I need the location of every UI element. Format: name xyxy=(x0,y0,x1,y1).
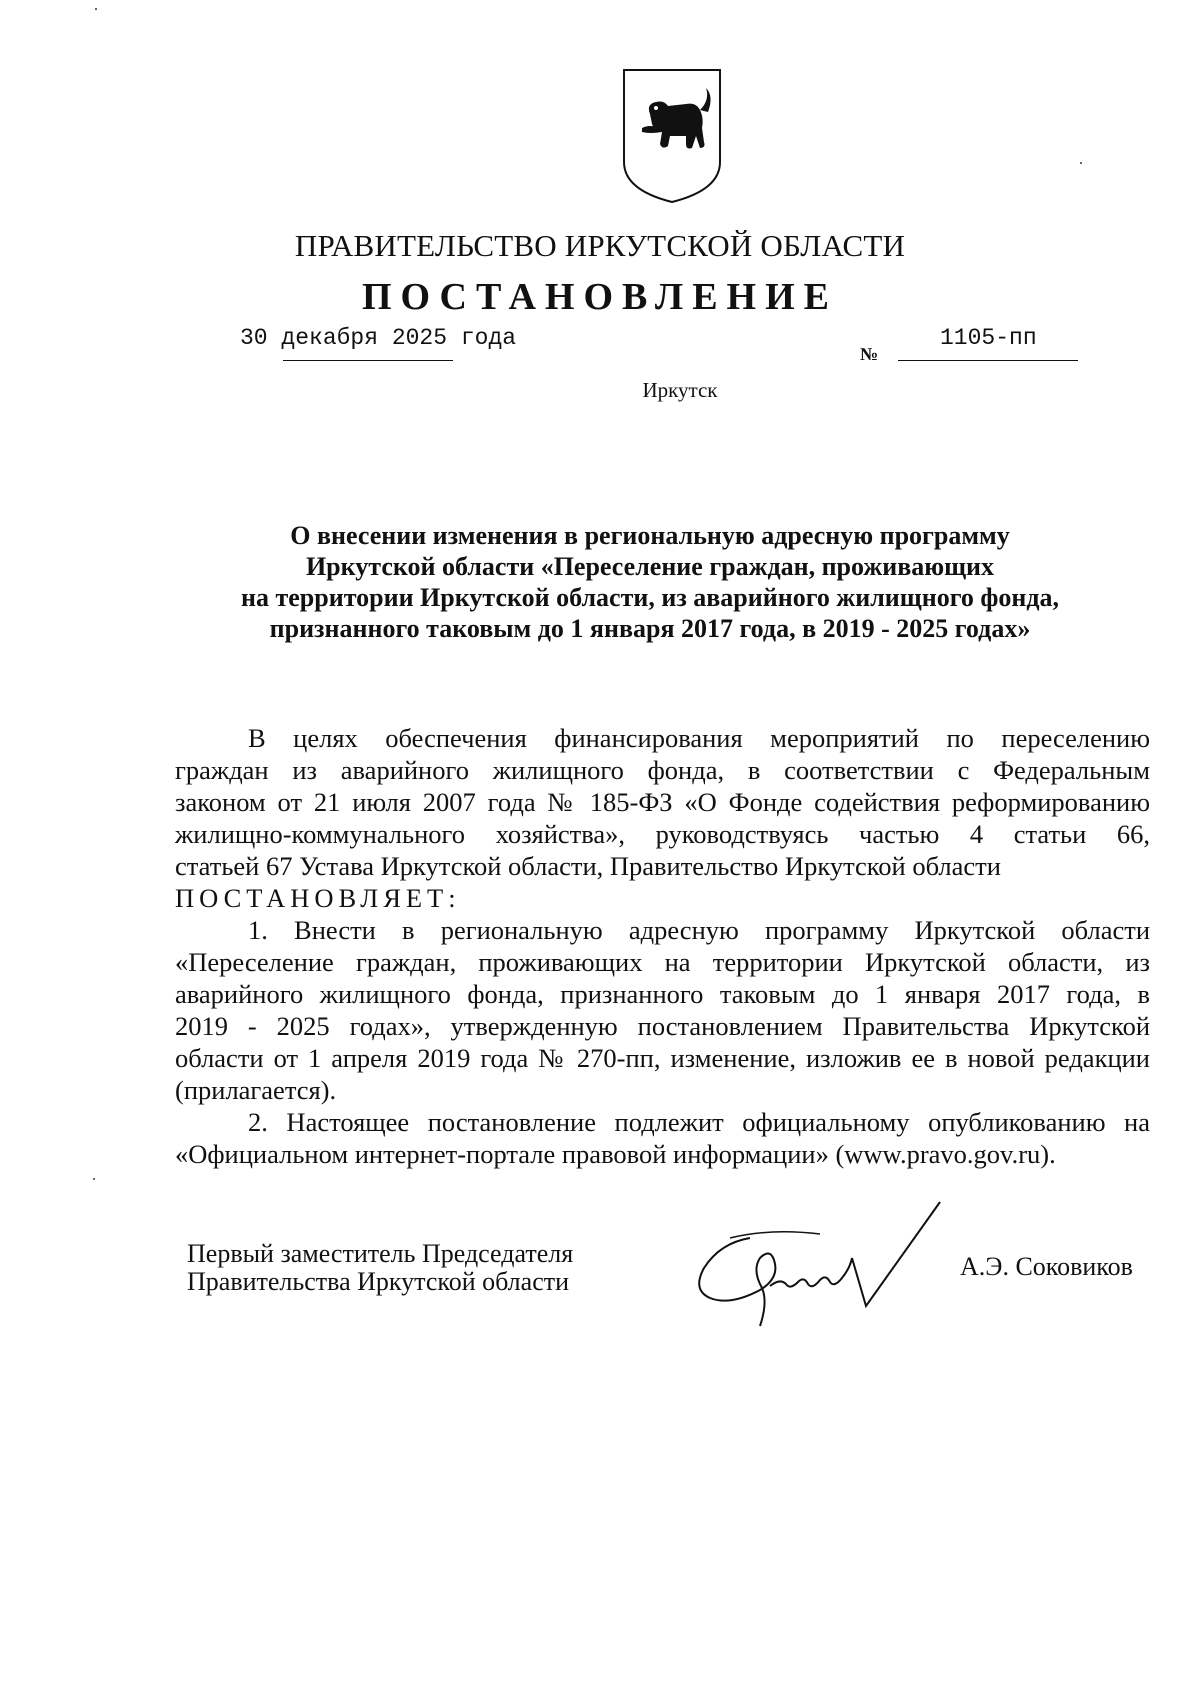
body-line: аварийного жилищного фонда, признанного таковым до 1 января 2017 года, в xyxy=(175,979,1150,1009)
title-line: О внесении изменения в региональную адресную программу xyxy=(290,521,1010,550)
document-body xyxy=(175,722,1150,1170)
scan-speck xyxy=(93,1178,95,1180)
document-number: 1105-пп xyxy=(940,325,1037,351)
scan-speck xyxy=(1080,162,1082,164)
date-underline xyxy=(283,360,453,361)
number-sign: № xyxy=(860,344,879,364)
signer-position-line: Правительства Иркутской области xyxy=(187,1267,570,1296)
title-line: на территории Иркутской области, из аварийного жилищного фонда, xyxy=(241,583,1059,612)
body-line: В целях обеспечения финансирования мероприятий по переселению xyxy=(248,723,1150,753)
signature-icon xyxy=(690,1198,950,1328)
body-line: 2019 - 2025 годах», утвержденную постановлением Правительства Иркутской xyxy=(175,1011,1150,1041)
body-line: области от 1 апреля 2019 года № 270-пп, изменение, изложив ее в новой редакции xyxy=(175,1043,1150,1073)
number-underline xyxy=(898,360,1078,361)
resolves-word: ПОСТАНОВЛЯЕТ: xyxy=(175,883,461,913)
government-name: ПРАВИТЕЛЬСТВО ИРКУТСКОЙ ОБЛАСТИ xyxy=(294,228,906,263)
signer-name: А.Э. Соковиков xyxy=(960,1252,1133,1281)
signer-position-line: Первый заместитель Председателя xyxy=(187,1239,574,1268)
city-name: Иркутск xyxy=(642,378,718,402)
babr-emblem-icon xyxy=(620,66,724,206)
scan-speck xyxy=(95,8,97,10)
body-line: жилищно-коммунального хозяйства», руководствуясь частью 4 статьи 66, xyxy=(175,819,1150,849)
body-line: «Официальном интернет-портале правовой информации» (www.pravo.gov.ru). xyxy=(175,1139,1056,1169)
document-title xyxy=(180,520,1120,644)
document-date: 30 декабря 2025 года xyxy=(240,325,517,351)
document-type: ПОСТАНОВЛЕНИЕ xyxy=(361,276,839,318)
title-line: признанного таковым до 1 января 2017 года, в 2019 - 2025 годах» xyxy=(269,614,1031,643)
title-line: Иркутской области «Переселение граждан, проживающих xyxy=(305,552,995,581)
body-line: 2. Настоящее постановление подлежит официальному опубликованию на xyxy=(248,1107,1150,1137)
body-line: «Переселение граждан, проживающих на территории Иркутской области, из xyxy=(175,947,1150,977)
body-line: статьей 67 Устава Иркутской области, Правительство Иркутской области xyxy=(175,851,1001,881)
body-line: 1. Внести в региональную адресную программу Иркутской области xyxy=(248,915,1150,945)
handwritten-signature xyxy=(690,1198,950,1328)
body-line: (прилагается). xyxy=(175,1075,337,1105)
signer-position xyxy=(187,1240,573,1296)
body-line: законом от 21 июля 2007 года № 185-ФЗ «О Фонде содействия реформированию xyxy=(175,787,1150,817)
coat-of-arms-emblem xyxy=(620,66,724,206)
body-line: граждан из аварийного жилищного фонда, в соответствии с Федеральным xyxy=(175,755,1150,785)
